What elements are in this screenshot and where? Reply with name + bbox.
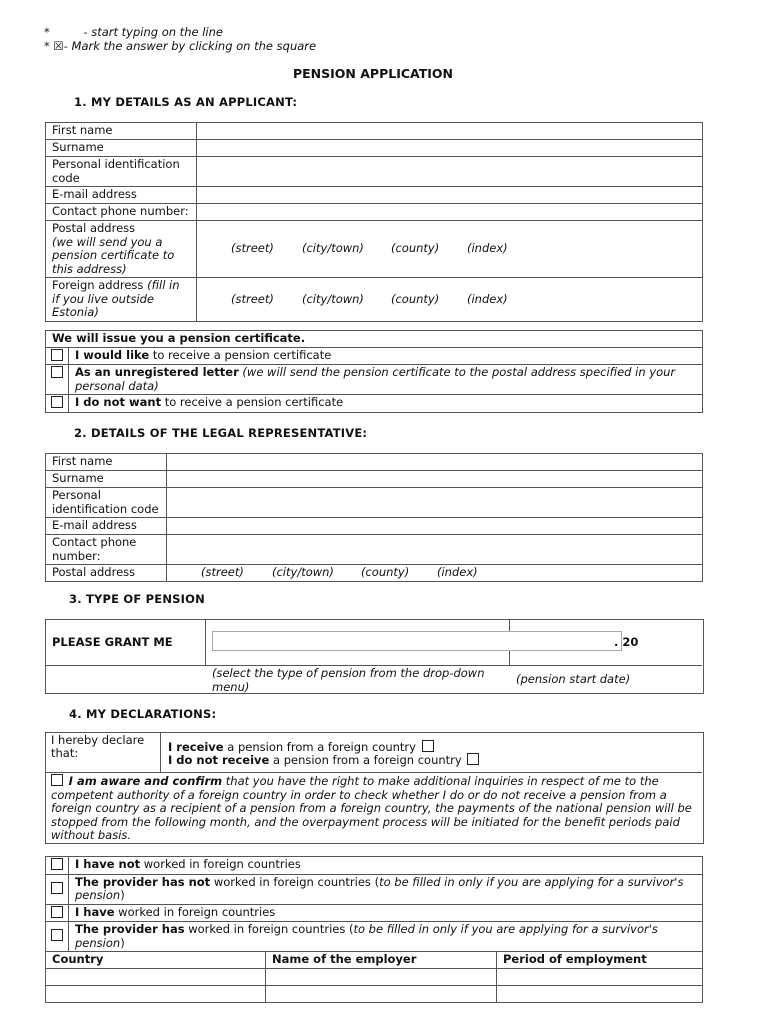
foreign-label: Foreign address	[52, 278, 144, 292]
rep-first-name-field[interactable]	[167, 454, 703, 471]
hint-index: (index)	[467, 291, 508, 306]
label-first-name: First name	[46, 123, 197, 140]
work-opt1-bold: I have not	[75, 857, 141, 871]
label-rep-personal-code: Personal identification code	[46, 488, 167, 518]
instruction-typing-text: - start typing on the line	[83, 25, 223, 39]
pension-type-dropdown[interactable]	[212, 631, 622, 651]
foreign-note: (fill in if you live outside Estonia)	[52, 278, 180, 319]
period-field[interactable]	[497, 985, 703, 1002]
employer-field[interactable]	[266, 968, 497, 985]
period-field[interactable]	[497, 968, 703, 985]
personal-code-field[interactable]	[197, 157, 703, 187]
label-rep-phone: Contact phone number:	[46, 535, 167, 565]
divider	[45, 772, 702, 773]
checkbox-square[interactable]	[51, 858, 63, 870]
work-opt1-rest: worked in foreign countries	[140, 857, 301, 871]
hint-street: (street)	[231, 241, 274, 256]
receive-line	[168, 740, 436, 754]
first-name-field[interactable]	[197, 123, 703, 140]
aware-paragraph	[51, 774, 697, 843]
option-worked	[69, 904, 703, 922]
hint-county: (county)	[391, 241, 440, 256]
rep-email-field[interactable]	[167, 518, 703, 535]
country-field[interactable]	[46, 985, 266, 1002]
checkbox-would-like[interactable]	[46, 347, 69, 365]
work-table	[45, 856, 703, 1003]
checkbox-square[interactable]	[51, 929, 63, 941]
representative-table	[45, 453, 703, 582]
checkbox-square[interactable]	[51, 906, 63, 918]
label-rep-surname: Surname	[46, 471, 167, 488]
rep-postal-field[interactable]	[167, 565, 703, 582]
receive-bold: I receive	[168, 740, 224, 754]
rep-personal-code-field[interactable]	[167, 488, 703, 518]
opt1-rest: to receive a pension certificate	[149, 347, 332, 362]
label-surname: Surname	[46, 140, 197, 157]
col-employer: Name of the employer	[266, 952, 497, 969]
checkbox-not-worked[interactable]	[46, 857, 69, 875]
section4-heading: 4. MY DECLARATIONS:	[69, 707, 217, 721]
checkbox-square[interactable]	[51, 882, 63, 894]
label-email: E-mail address	[46, 187, 197, 204]
applicant-table	[45, 122, 703, 322]
aware-bold: I am aware and confirm	[68, 774, 223, 788]
label-rep-postal: Postal address	[46, 565, 167, 582]
hint-county: (county)	[391, 291, 440, 306]
hint-city: (city/town)	[302, 241, 364, 256]
option-not-worked	[69, 857, 703, 875]
hint-index: (index)	[467, 241, 508, 256]
option-provider-worked: The provider has worked in foreign countries (to be filled in only if you are applying for a survivor's pension)	[69, 922, 703, 952]
certificate-heading: We will issue you a pension certificate.	[46, 331, 703, 348]
postal-label: Postal address	[52, 221, 136, 235]
option-do-not-want	[69, 395, 703, 413]
opt3-rest: to receive a pension certificate	[161, 395, 344, 409]
rep-phone-field[interactable]	[167, 535, 703, 565]
col-country: Country	[46, 952, 266, 969]
year-prefix: . 20	[614, 635, 639, 649]
checkbox-square[interactable]	[51, 396, 63, 408]
date-hint: (pension start date)	[516, 672, 631, 686]
section3-heading: 3. TYPE OF PENSION	[69, 592, 205, 606]
opt2-rest: (we will send the pension certificate to the postal address specified in your personal data)	[75, 365, 676, 393]
certificate-table	[45, 330, 703, 413]
country-field[interactable]	[46, 968, 266, 985]
instruction-checkbox: * ☒- Mark the answer by clicking on the square	[44, 39, 317, 53]
checkbox-not-receive[interactable]	[467, 753, 479, 765]
label-rep-first-name: First name	[46, 454, 167, 471]
notreceive-bold: I do not receive	[168, 753, 270, 767]
divider	[205, 619, 206, 665]
label-foreign-address	[46, 278, 197, 322]
checkbox-receive[interactable]	[422, 740, 434, 752]
checkbox-provider-worked[interactable]	[46, 922, 69, 952]
hint-city: (city/town)	[272, 565, 334, 579]
label-personal-code: Personal identification code	[46, 157, 197, 187]
hint-city: (city/town)	[302, 291, 364, 306]
rep-surname-field[interactable]	[167, 471, 703, 488]
option-would-like	[69, 347, 703, 365]
hint-street: (street)	[231, 291, 274, 306]
email-field[interactable]	[197, 187, 703, 204]
label-postal-address	[46, 221, 197, 278]
instruction-typing	[44, 25, 223, 39]
employer-field[interactable]	[266, 985, 497, 1002]
work-opt4-rest: worked in foreign countries (	[184, 922, 354, 936]
checkbox-worked[interactable]	[46, 904, 69, 922]
declare-label: I hereby declare that:	[51, 733, 145, 760]
work-opt3-bold: I have	[75, 904, 115, 919]
checkbox-square[interactable]	[51, 366, 63, 378]
work-opt3-rest: worked in foreign countries	[114, 904, 276, 919]
label-rep-email: E-mail address	[46, 518, 167, 535]
option-unregistered	[69, 365, 703, 395]
phone-field[interactable]	[197, 204, 703, 221]
label-phone: Contact phone number:	[46, 204, 197, 221]
section2-heading: 2. DETAILS OF THE LEGAL REPRESENTATIVE:	[74, 426, 368, 440]
checkbox-do-not-want[interactable]	[46, 395, 69, 413]
aware-rest: that you have the right to make additional inquiries in respect of me to the competent authority of a foreign country in order to check whether I do or do not receive a pension from a foreign country as a recipient of a pension from a foreign country, the payments of the national pension will be stopped from the following month, and the overpayment process will be initiated for the benefit periods paid without basis.	[51, 774, 692, 842]
opt3-bold: I do not want	[75, 395, 162, 409]
work-opt2-note: to be filled in only if you are applying for a survivor's pension	[75, 874, 684, 902]
instruction-star: *	[44, 25, 50, 39]
foreign-address-field[interactable]	[197, 278, 703, 322]
checkbox-aware[interactable]	[51, 774, 63, 786]
notreceive-rest: a pension from a foreign country	[269, 753, 462, 767]
not-receive-line	[168, 753, 481, 767]
receive-rest: a pension from a foreign country	[223, 740, 416, 754]
work-opt2-rest: worked in foreign countries (	[210, 874, 380, 889]
postal-note: (we will send you a pension certificate to this address)	[52, 234, 175, 276]
checkbox-provider-not-worked[interactable]	[46, 874, 69, 904]
checkbox-unregistered[interactable]	[46, 365, 69, 395]
option-provider-not-worked: The provider has not worked in foreign countries (to be filled in only if you are applying for a survivor's pension)	[69, 874, 703, 904]
grant-label: PLEASE GRANT ME	[52, 635, 173, 649]
hint-county: (county)	[361, 565, 410, 579]
hint-street: (street)	[201, 565, 244, 579]
checkbox-square[interactable]	[51, 349, 63, 361]
surname-field[interactable]	[197, 140, 703, 157]
section1-heading: 1. MY DETAILS AS AN APPLICANT:	[74, 95, 298, 109]
page-title: PENSION APPLICATION	[292, 66, 453, 81]
hint-index: (index)	[437, 565, 478, 579]
divider	[160, 732, 161, 772]
opt1-bold: I would like	[75, 347, 150, 362]
col-period: Period of employment	[497, 952, 703, 969]
opt2-bold: As an unregistered letter	[75, 365, 239, 379]
work-opt2-bold: The provider has not	[75, 874, 211, 889]
postal-address-field[interactable]	[197, 221, 703, 278]
select-hint: (select the type of pension from the drop-down menu)	[212, 666, 485, 694]
work-opt4-note: to be filled in only if you are applying for a survivor's pension	[75, 922, 658, 950]
work-opt4-bold: The provider has	[75, 922, 185, 936]
